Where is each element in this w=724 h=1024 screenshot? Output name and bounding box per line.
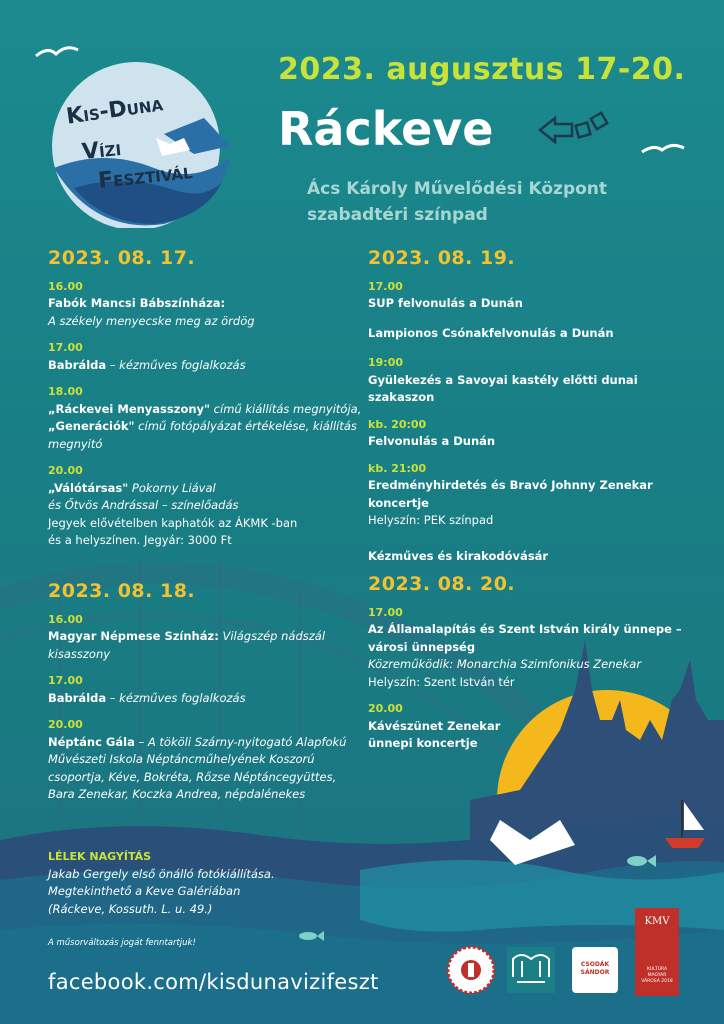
- csodak-label: CSODÁK SÁNDOR: [580, 961, 610, 976]
- logo-text-line3: Fesztivál: [96, 159, 194, 194]
- exhibition-title: LÉLEK NAGYÍTÁS: [48, 850, 152, 863]
- event-location: Helyszín: PEK színpad: [368, 513, 494, 527]
- event: [368, 604, 688, 692]
- event-title: SUP felvonulás a Dunán: [368, 296, 523, 310]
- exhibition-line3: (Ráckeve, Kossuth. L. u. 49.): [48, 901, 213, 916]
- ticket-info: Jegyek elővételben kaphatók az ÁKMK -ban: [48, 515, 298, 530]
- day-1-date: 2023. 08. 17.: [48, 247, 196, 269]
- event-title-2: koncertje: [368, 495, 429, 510]
- kmv-logo: [635, 908, 679, 996]
- event-title: Babrálda: [48, 357, 107, 372]
- event-subtitle-2: kisasszony: [48, 646, 111, 661]
- event-subtitle: – kézműves foglalkozás: [106, 690, 246, 705]
- event: [368, 416, 688, 451]
- event-title: Az Államalapítás és Szent István király ünnepe –: [368, 622, 682, 636]
- event-time: 16.00: [48, 612, 83, 626]
- day-2-program: [48, 580, 353, 813]
- event-performer: Közreműködik: Monarchia Szimfonikus Zenekar: [368, 657, 642, 671]
- csodak-sandor-logo: [572, 947, 618, 993]
- event-title-2: városi ünnepség: [368, 639, 476, 654]
- event-time: 17.00: [368, 605, 403, 619]
- event-subtitle-2: című fotópályázat értékelése, kiállítás: [134, 419, 357, 433]
- event: [48, 672, 353, 707]
- day-4-date: 2023. 08. 20.: [368, 573, 516, 595]
- event-title: Magyar Népmese Színház:: [48, 629, 219, 643]
- seagull-icon-2: [642, 145, 684, 152]
- festival-logo: [44, 58, 242, 228]
- event: [368, 548, 688, 566]
- event-title: „Válótársas": [48, 480, 129, 495]
- venue: [307, 176, 607, 228]
- event: [48, 339, 368, 374]
- event-subtitle-3: megnyitó: [48, 436, 103, 451]
- event-subtitle-3: csoportja, Kéve, Bokréta, Rőzse Néptáncegyüttes,: [48, 769, 337, 784]
- event: [368, 325, 688, 343]
- disclaimer: A műsorváltozás jogát fenntartjuk!: [48, 938, 196, 948]
- event-time: 19:00: [368, 356, 404, 369]
- event: [368, 460, 688, 530]
- day-3-date: 2023. 08. 19.: [368, 247, 516, 269]
- city-title: Ráckeve: [278, 102, 494, 156]
- event-subtitle: A székely menyecske meg az ördög: [48, 313, 255, 328]
- arrow-decoration: [540, 113, 607, 142]
- event-subtitle-2: és Őtvös Andrással – színelőadás: [48, 498, 239, 512]
- event-time: 20.00: [48, 464, 83, 477]
- event: [48, 611, 353, 664]
- facebook-link[interactable]: facebook.com/kisdunavizifeszt: [48, 970, 379, 994]
- event: [48, 716, 353, 804]
- event: [368, 700, 688, 753]
- day-3-program: [368, 247, 688, 574]
- event-subtitle: című kiállítás megnyitója,: [210, 401, 362, 416]
- event-title: „Ráckevei Menyasszony": [48, 401, 211, 416]
- event-time: 17.00: [48, 674, 83, 687]
- logo-text-line1: Kis-Duna: [64, 91, 165, 130]
- venue-line1: Ács Károly Művelődési Központ: [307, 179, 608, 199]
- event-title: Eredményhirdetés és Bravó Johnny Zenekar: [368, 478, 653, 492]
- event-title-2: „Generációk": [48, 419, 135, 433]
- event-subtitle: – A tököli Szárny-nyitogató Alapfokú: [134, 734, 347, 749]
- day-4-program: [368, 573, 688, 762]
- event: [48, 462, 368, 550]
- festival-date: 2023. augusztus 17-20.: [278, 52, 686, 87]
- event-subtitle: Pokorny Liával: [128, 480, 216, 495]
- event: [48, 383, 368, 453]
- event-subtitle-4: Bara Zenekar, Koczka Andrea, népdalénekes: [48, 787, 306, 801]
- day-1-program: [48, 247, 368, 559]
- event-title: Gyülekezés a Savoyai kastély előtti dunai szakaszon: [368, 372, 638, 404]
- seagull-icon: [36, 48, 78, 56]
- exhibition-info: [48, 848, 348, 918]
- kmv-label: KMV: [644, 916, 670, 927]
- event-time: 17.00: [368, 279, 403, 293]
- event: [368, 354, 688, 407]
- event-location: Helyszín: Szent István tér: [368, 674, 515, 689]
- event-time: 20.00: [368, 702, 403, 715]
- event-time: 20.00: [48, 718, 83, 731]
- event-title: Babrálda: [48, 690, 107, 705]
- event-title: Kávészünet Zenekar: [368, 718, 501, 733]
- logo-graphic: [44, 58, 242, 228]
- akmk-logo: [507, 947, 555, 993]
- venue-line2: szabadtéri színpad: [307, 205, 488, 225]
- event-time: 18.00: [48, 385, 83, 398]
- event-title: Fabók Mancsi Bábszínháza:: [48, 296, 226, 310]
- event-title: Kézműves és kirakodóvásár: [368, 548, 549, 563]
- event-subtitle: – kézműves foglalkozás: [106, 357, 246, 372]
- event-subtitle-2: Művészeti Iskola Néptáncműhelyének Koszorú: [48, 752, 315, 766]
- ticket-price: és a helyszínen. Jegyár: 3000 Ft: [48, 533, 232, 547]
- event-time: kb. 21:00: [368, 461, 427, 475]
- exhibition-line2: Megtekinthető a Keve Galériában: [48, 884, 241, 898]
- kmv-sublabel: KULTÚRA MAGYAR VÁROSA 2018: [641, 967, 673, 984]
- sponsor-logo-round: [446, 945, 496, 995]
- event: [48, 278, 368, 331]
- day-2-date: 2023. 08. 18.: [48, 580, 196, 602]
- event-time: 16.00: [48, 279, 83, 293]
- event: [368, 278, 688, 313]
- event-title: Felvonulás a Dunán: [368, 434, 496, 448]
- event-subtitle: Világszép nádszál: [218, 629, 326, 643]
- logo-text-line2: Vízi: [80, 136, 123, 165]
- event-time: kb. 20:00: [368, 417, 427, 431]
- event-title: Néptánc Gála: [48, 734, 135, 749]
- event-title: Lampionos Csónakfelvonulás a Dunán: [368, 325, 614, 340]
- event-title-2: ünnepi koncertje: [368, 736, 478, 750]
- exhibition-line1: Jakab Gergely első önálló fotókiállítása.: [48, 866, 275, 881]
- event-time: 17.00: [48, 341, 83, 354]
